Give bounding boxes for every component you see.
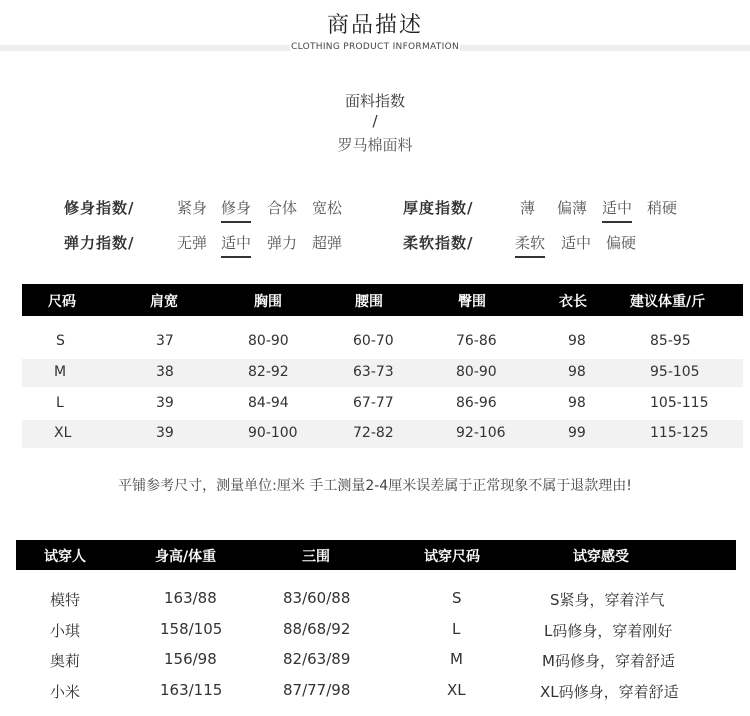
table-cell: 156/98: [164, 650, 217, 668]
fit-option: 合体: [267, 199, 298, 217]
table-cell: 小琪: [50, 622, 81, 640]
table-cell: 38: [156, 364, 174, 380]
fabric-label: 面料指数: [344, 92, 405, 110]
table-row: [16, 616, 736, 644]
table-cell: 163/88: [164, 589, 217, 607]
table-cell: 95-105: [650, 364, 700, 380]
thickness-option: 偏薄: [557, 199, 588, 217]
table-cell: 63-73: [353, 364, 394, 380]
thickness-index-title: 厚度指数/: [403, 198, 474, 217]
table-row: [22, 359, 743, 387]
size-col-header: 腰围: [355, 294, 383, 310]
table-cell: 模特: [50, 591, 81, 609]
table-cell: M: [450, 650, 463, 668]
table-cell: 99: [568, 425, 586, 441]
table-cell: 84-94: [248, 395, 289, 411]
fit-option: 宽松: [312, 199, 343, 217]
measurement-note: 平铺参考尺寸，测量单位:厘米 手工测量2-4厘米误差属于正常现象不属于退款理由!: [118, 478, 632, 494]
size-col-header: 建议体重/斤: [630, 294, 706, 310]
table-cell: M: [54, 364, 67, 380]
table-cell: 37: [156, 333, 174, 349]
tryon-col-header: 试穿感受: [573, 549, 629, 565]
size-col-header: 肩宽: [150, 294, 178, 310]
softness-option: 适中: [561, 234, 592, 252]
thickness-option: 稍硬: [647, 199, 678, 217]
table-cell: 80-90: [248, 333, 289, 349]
table-row: [16, 677, 736, 705]
softness-option-selected: 柔软: [515, 232, 545, 258]
table-row: [16, 646, 736, 674]
table-cell: 奥莉: [50, 652, 81, 670]
table-cell: 115-125: [650, 425, 709, 441]
size-col-header: 胸围: [254, 294, 282, 310]
table-cell: 60-70: [353, 333, 394, 349]
table-cell: 39: [156, 425, 174, 441]
size-col-header: 臀围: [458, 294, 486, 310]
thickness-option: 薄: [520, 199, 536, 217]
elasticity-index-title: 弹力指数/: [64, 233, 135, 252]
tryon-table-header: [16, 540, 736, 570]
fit-option-selected: 修身: [221, 197, 251, 223]
softness-option: 偏硬: [606, 234, 637, 252]
thickness-option-selected: 适中: [602, 197, 632, 223]
table-cell: 76-86: [456, 333, 497, 349]
table-cell: 105-115: [650, 395, 709, 411]
page-title: 商品描述: [326, 13, 423, 38]
table-cell: 98: [568, 333, 586, 349]
table-cell: S紧身，穿着洋气: [550, 591, 665, 609]
table-cell: 82-92: [248, 364, 289, 380]
table-cell: 98: [568, 364, 586, 380]
softness-index-title: 柔软指数/: [403, 233, 474, 252]
table-cell: 72-82: [353, 425, 394, 441]
table-cell: S: [56, 333, 65, 349]
size-table-header: [22, 284, 743, 316]
table-cell: 85-95: [650, 333, 691, 349]
table-cell: 158/105: [160, 620, 223, 638]
table-cell: 88/68/92: [283, 620, 351, 638]
table-cell: 67-77: [353, 395, 394, 411]
fit-option: 紧身: [177, 199, 208, 217]
table-cell: 小米: [50, 683, 81, 701]
table-cell: L: [452, 620, 461, 638]
table-cell: 98: [568, 395, 586, 411]
table-cell: XL: [447, 681, 466, 699]
elasticity-option: 弹力: [267, 234, 298, 252]
tryon-col-header: 身高/体重: [155, 549, 217, 565]
elasticity-option: 超弹: [312, 234, 343, 252]
table-cell: L码修身，穿着刚好: [544, 622, 673, 640]
table-row: [22, 420, 743, 448]
table-cell: 83/60/88: [283, 589, 351, 607]
size-col-header: 尺码: [48, 294, 76, 310]
table-cell: 92-106: [456, 425, 506, 441]
table-cell: 39: [156, 395, 174, 411]
fabric-value: 罗马棉面料: [337, 136, 413, 154]
elasticity-option-selected: 适中: [221, 232, 251, 258]
table-cell: M码修身，穿着舒适: [542, 652, 675, 670]
tryon-col-header: 试穿尺码: [424, 549, 480, 565]
table-cell: XL码修身，穿着舒适: [540, 683, 679, 701]
table-cell: L: [56, 395, 64, 411]
table-row: [22, 390, 743, 418]
table-row: [16, 585, 736, 613]
fit-index-title: 修身指数/: [64, 198, 135, 217]
fabric-slash: /: [372, 112, 378, 130]
table-row: [22, 328, 743, 356]
table-cell: 86-96: [456, 395, 497, 411]
table-cell: 80-90: [456, 364, 497, 380]
table-cell: 163/115: [160, 681, 223, 699]
table-cell: S: [452, 589, 462, 607]
table-cell: 82/63/89: [283, 650, 351, 668]
table-cell: 87/77/98: [283, 681, 351, 699]
elasticity-option: 无弹: [177, 234, 208, 252]
table-cell: XL: [54, 425, 72, 441]
page-subtitle: CLOTHING PRODUCT INFORMATION: [291, 42, 459, 52]
size-col-header: 衣长: [559, 294, 587, 310]
tryon-col-header: 试穿人: [44, 549, 86, 565]
tryon-col-header: 三围: [302, 549, 330, 565]
table-cell: 90-100: [248, 425, 298, 441]
